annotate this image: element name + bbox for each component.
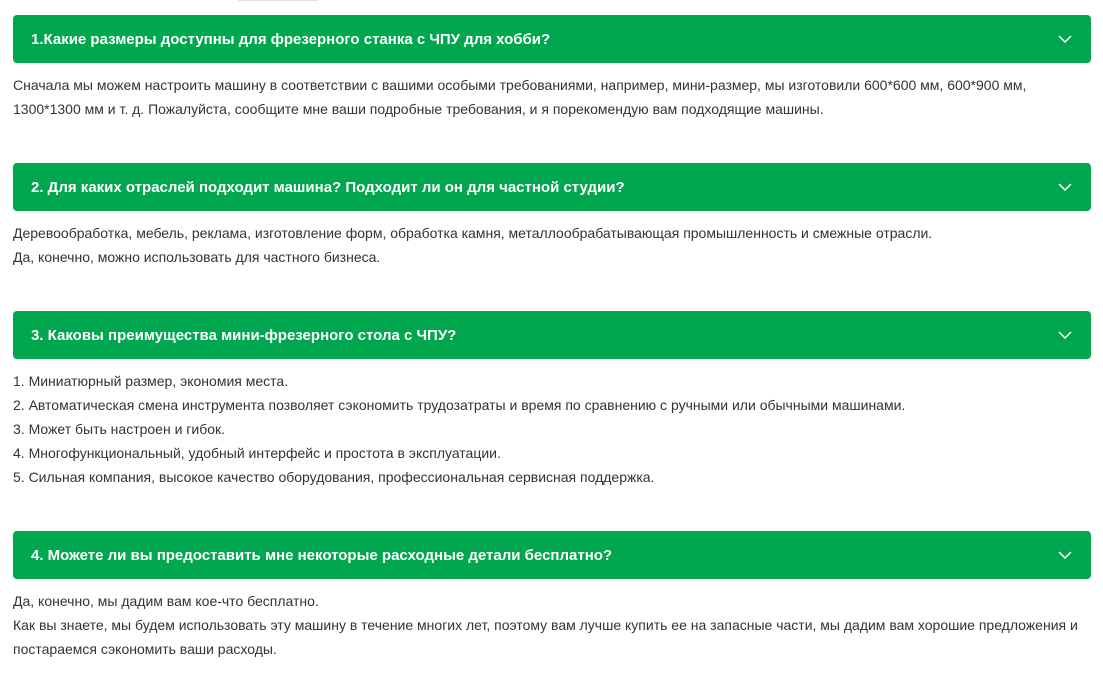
chevron-down-icon[interactable] [1057,547,1073,563]
chevron-down-icon[interactable] [1057,179,1073,195]
faq-answer-3 [13,369,1093,489]
faq-question-3-title: 3. Каковы преимущества мини-фрезерного стола с ЧПУ? [31,326,457,344]
chevron-down-icon[interactable] [1057,31,1073,47]
faq-question-2-title: 2. Для каких отраслей подходит машина? Подходит ли он для частной студии? [31,178,625,196]
faq-answer-3-line-5: 5. Сильная компания, высокое качество оборудования, профессиональная сервисная поддержка. [13,469,655,485]
faq-answer-3-line-3: 3. Может быть настроен и гибок. [13,421,226,437]
faq-answer-2-line-1: Деревообработка, мебель, реклама, изготовление форм, обработка камня, металлообрабатывающая промышленность и смежные отрасли. [13,225,933,241]
faq-question-1[interactable] [13,15,1091,63]
faq-question-3[interactable] [13,311,1091,359]
faq-answer-4-line-1: Да, конечно, мы дадим вам кое-что бесплатно. [13,593,319,609]
faq-answer-1-line-1: Сначала мы можем настроить машину в соответствии с вашими особыми требованиями, например, мини-размер, мы изготовили 600*600 мм, 600*900 мм, 1300*1300 мм и т. д. Пожалуйста, сообщите мне ваши подробные требования, и я порекомендую вам подходящие машины. [13,77,1027,117]
faq-question-1-title: 1.Какие размеры доступны для фрезерного станка с ЧПУ для хобби? [31,30,551,48]
faq-answer-4-line-2: Как вы знаете, мы будем использовать эту машину в течение многих лет, поэтому вам лучше купить ее на запасные части, мы дадим вам хорошие предложения и постараемся сэкономить ваши расходы. [13,617,1078,657]
faq-answer-1 [13,73,1093,121]
faq-answer-3-line-4: 4. Многофункциональный, удобный интерфейс и простота в эксплуатации. [13,445,501,461]
faq-question-4-title: 4. Можете ли вы предоставить мне некоторые расходные детали бесплатно? [31,546,613,564]
chevron-down-icon[interactable] [1057,327,1073,343]
faq-answer-4 [13,589,1093,661]
faq-answer-3-line-2: 2. Автоматическая смена инструмента позволяет сэкономить трудозатраты и время по сравнению с ручными или обычными машинами. [13,397,906,413]
faq-answer-2 [13,221,1093,269]
top-divider [238,0,318,1]
faq-question-2[interactable] [13,163,1091,211]
faq-answer-2-line-2: Да, конечно, можно использовать для частного бизнеса. [13,249,381,265]
faq-answer-3-line-1: 1. Миниатюрный размер, экономия места. [13,373,289,389]
faq-question-4[interactable] [13,531,1091,579]
